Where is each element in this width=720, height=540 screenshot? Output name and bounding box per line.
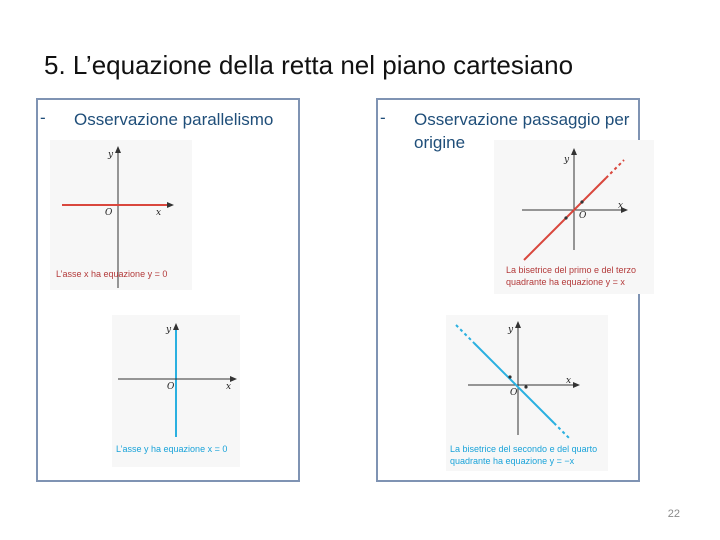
left-heading: Osservazione parallelismo bbox=[74, 110, 274, 129]
figure-bisector-first-third bbox=[494, 140, 654, 294]
caption-line-1: La bisetrice del secondo e del quarto bbox=[450, 444, 598, 454]
point-marker bbox=[564, 216, 567, 219]
figure-bisector-second-fourth bbox=[446, 315, 608, 471]
figure-y-axis bbox=[112, 315, 240, 467]
origin-label: O bbox=[579, 211, 587, 221]
x-axis-label: x bbox=[156, 208, 162, 218]
point-marker bbox=[508, 375, 511, 378]
caption-line-2: quadrante ha equazione y = −x bbox=[450, 456, 575, 466]
y-axis-arrow bbox=[173, 323, 179, 330]
point-marker bbox=[524, 385, 527, 388]
line-y-equals-minus-x-dashed-bottom bbox=[554, 423, 570, 439]
page-number: 22 bbox=[667, 508, 680, 520]
origin-label: O bbox=[510, 388, 518, 398]
y-axis-label: y bbox=[166, 325, 172, 335]
y-axis-arrow bbox=[571, 148, 577, 155]
x-axis-arrow bbox=[573, 382, 580, 388]
y-axis-label: y bbox=[108, 150, 114, 160]
line-y-equals-minus-x bbox=[474, 343, 554, 423]
x-axis-label: x bbox=[618, 201, 624, 211]
caption-x-axis: L’asse x ha equazione y = 0 bbox=[56, 269, 168, 279]
x-axis-arrow bbox=[167, 202, 174, 208]
point-marker bbox=[580, 200, 583, 203]
y-axis-label: y bbox=[508, 325, 514, 335]
caption-line-1: La bisetrice del primo e del terzo bbox=[506, 265, 637, 275]
line-y-equals-minus-x-dashed-top bbox=[456, 325, 474, 343]
origin-label: O bbox=[105, 208, 113, 218]
y-axis-arrow bbox=[515, 321, 521, 328]
slide-title: 5. L’equazione della retta nel piano cartesiano bbox=[44, 50, 574, 80]
caption-y-axis: L’asse y ha equazione x = 0 bbox=[116, 444, 228, 454]
right-heading: Osservazione passaggio per origine bbox=[414, 110, 630, 152]
caption-bisector-second-fourth bbox=[450, 443, 597, 467]
figure-x-axis bbox=[50, 140, 192, 290]
y-axis-arrow bbox=[115, 146, 121, 153]
bullet-marker: - bbox=[40, 108, 46, 127]
bullet-marker: - bbox=[380, 108, 386, 127]
caption-bisector-first-third bbox=[506, 264, 636, 288]
origin-label: O bbox=[167, 382, 175, 392]
x-axis-label: x bbox=[226, 382, 232, 392]
y-axis-label: y bbox=[564, 155, 570, 165]
x-axis-label: x bbox=[566, 376, 572, 386]
line-y-equals-x-dashed bbox=[606, 160, 624, 178]
caption-line-2: quadrante ha equazione y = x bbox=[506, 277, 625, 287]
